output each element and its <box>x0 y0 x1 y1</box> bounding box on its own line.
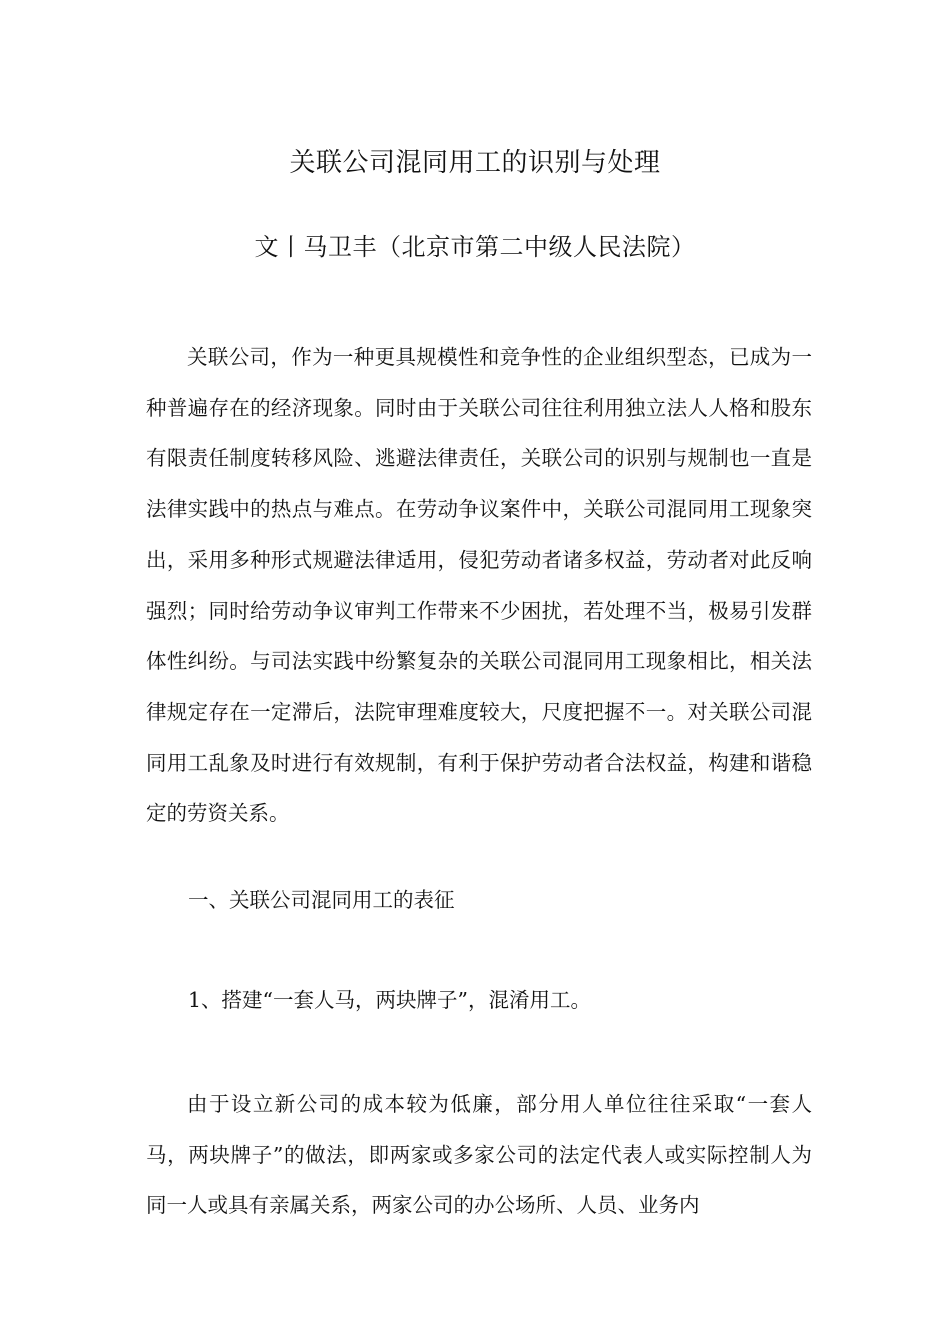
document-title: 关联公司混同用工的识别与处理 <box>289 148 661 178</box>
intro-paragraph: 关联公司，作为一种更具规模性和竞争性的企业组织型态，已成为一种普遍存在的经济现象。同时由于关联公司往往利用独立法人人格和股东有限责任制度转移风险、逃避法律责任，关联公司的识别与规制也一直是法律实践中的热点与难点。在劳动争议案件中，关联公司混同用工现象突出，采用多种形式规避法律适用，侵犯劳动者诸多权益，劳动者对此反响强烈；同时给劳动争议审判工作带来不少困扰，若处理不当，极易引发群体性纠纷。与司法实践中纷繁复杂的关联公司混同用工现象相比，相关法律规定存在一定滞后，法院审理难度较大，尺度把握不一。对关联公司混同用工乱象及时进行有效规制，有利于保护劳动者合法权益，构建和谐稳定的劳资关系。 <box>146 345 812 826</box>
sub-heading: 1、搭建“一套人马，两块牌子”，混淆用工。 <box>188 988 592 1012</box>
body-paragraph: 由于设立新公司的成本较为低廉，部分用人单位往往采取“一套人马，两块牌子”的做法，即两家或多家公司的法定代表人或实际控制人为同一人或具有亲属关系，两家公司的办公场所、人员、业务内 <box>146 1092 812 1218</box>
section-heading: 一、关联公司混同用工的表征 <box>188 888 455 912</box>
author-byline: 文丨马卫丰（北京市第二中级人民法院） <box>254 233 696 261</box>
